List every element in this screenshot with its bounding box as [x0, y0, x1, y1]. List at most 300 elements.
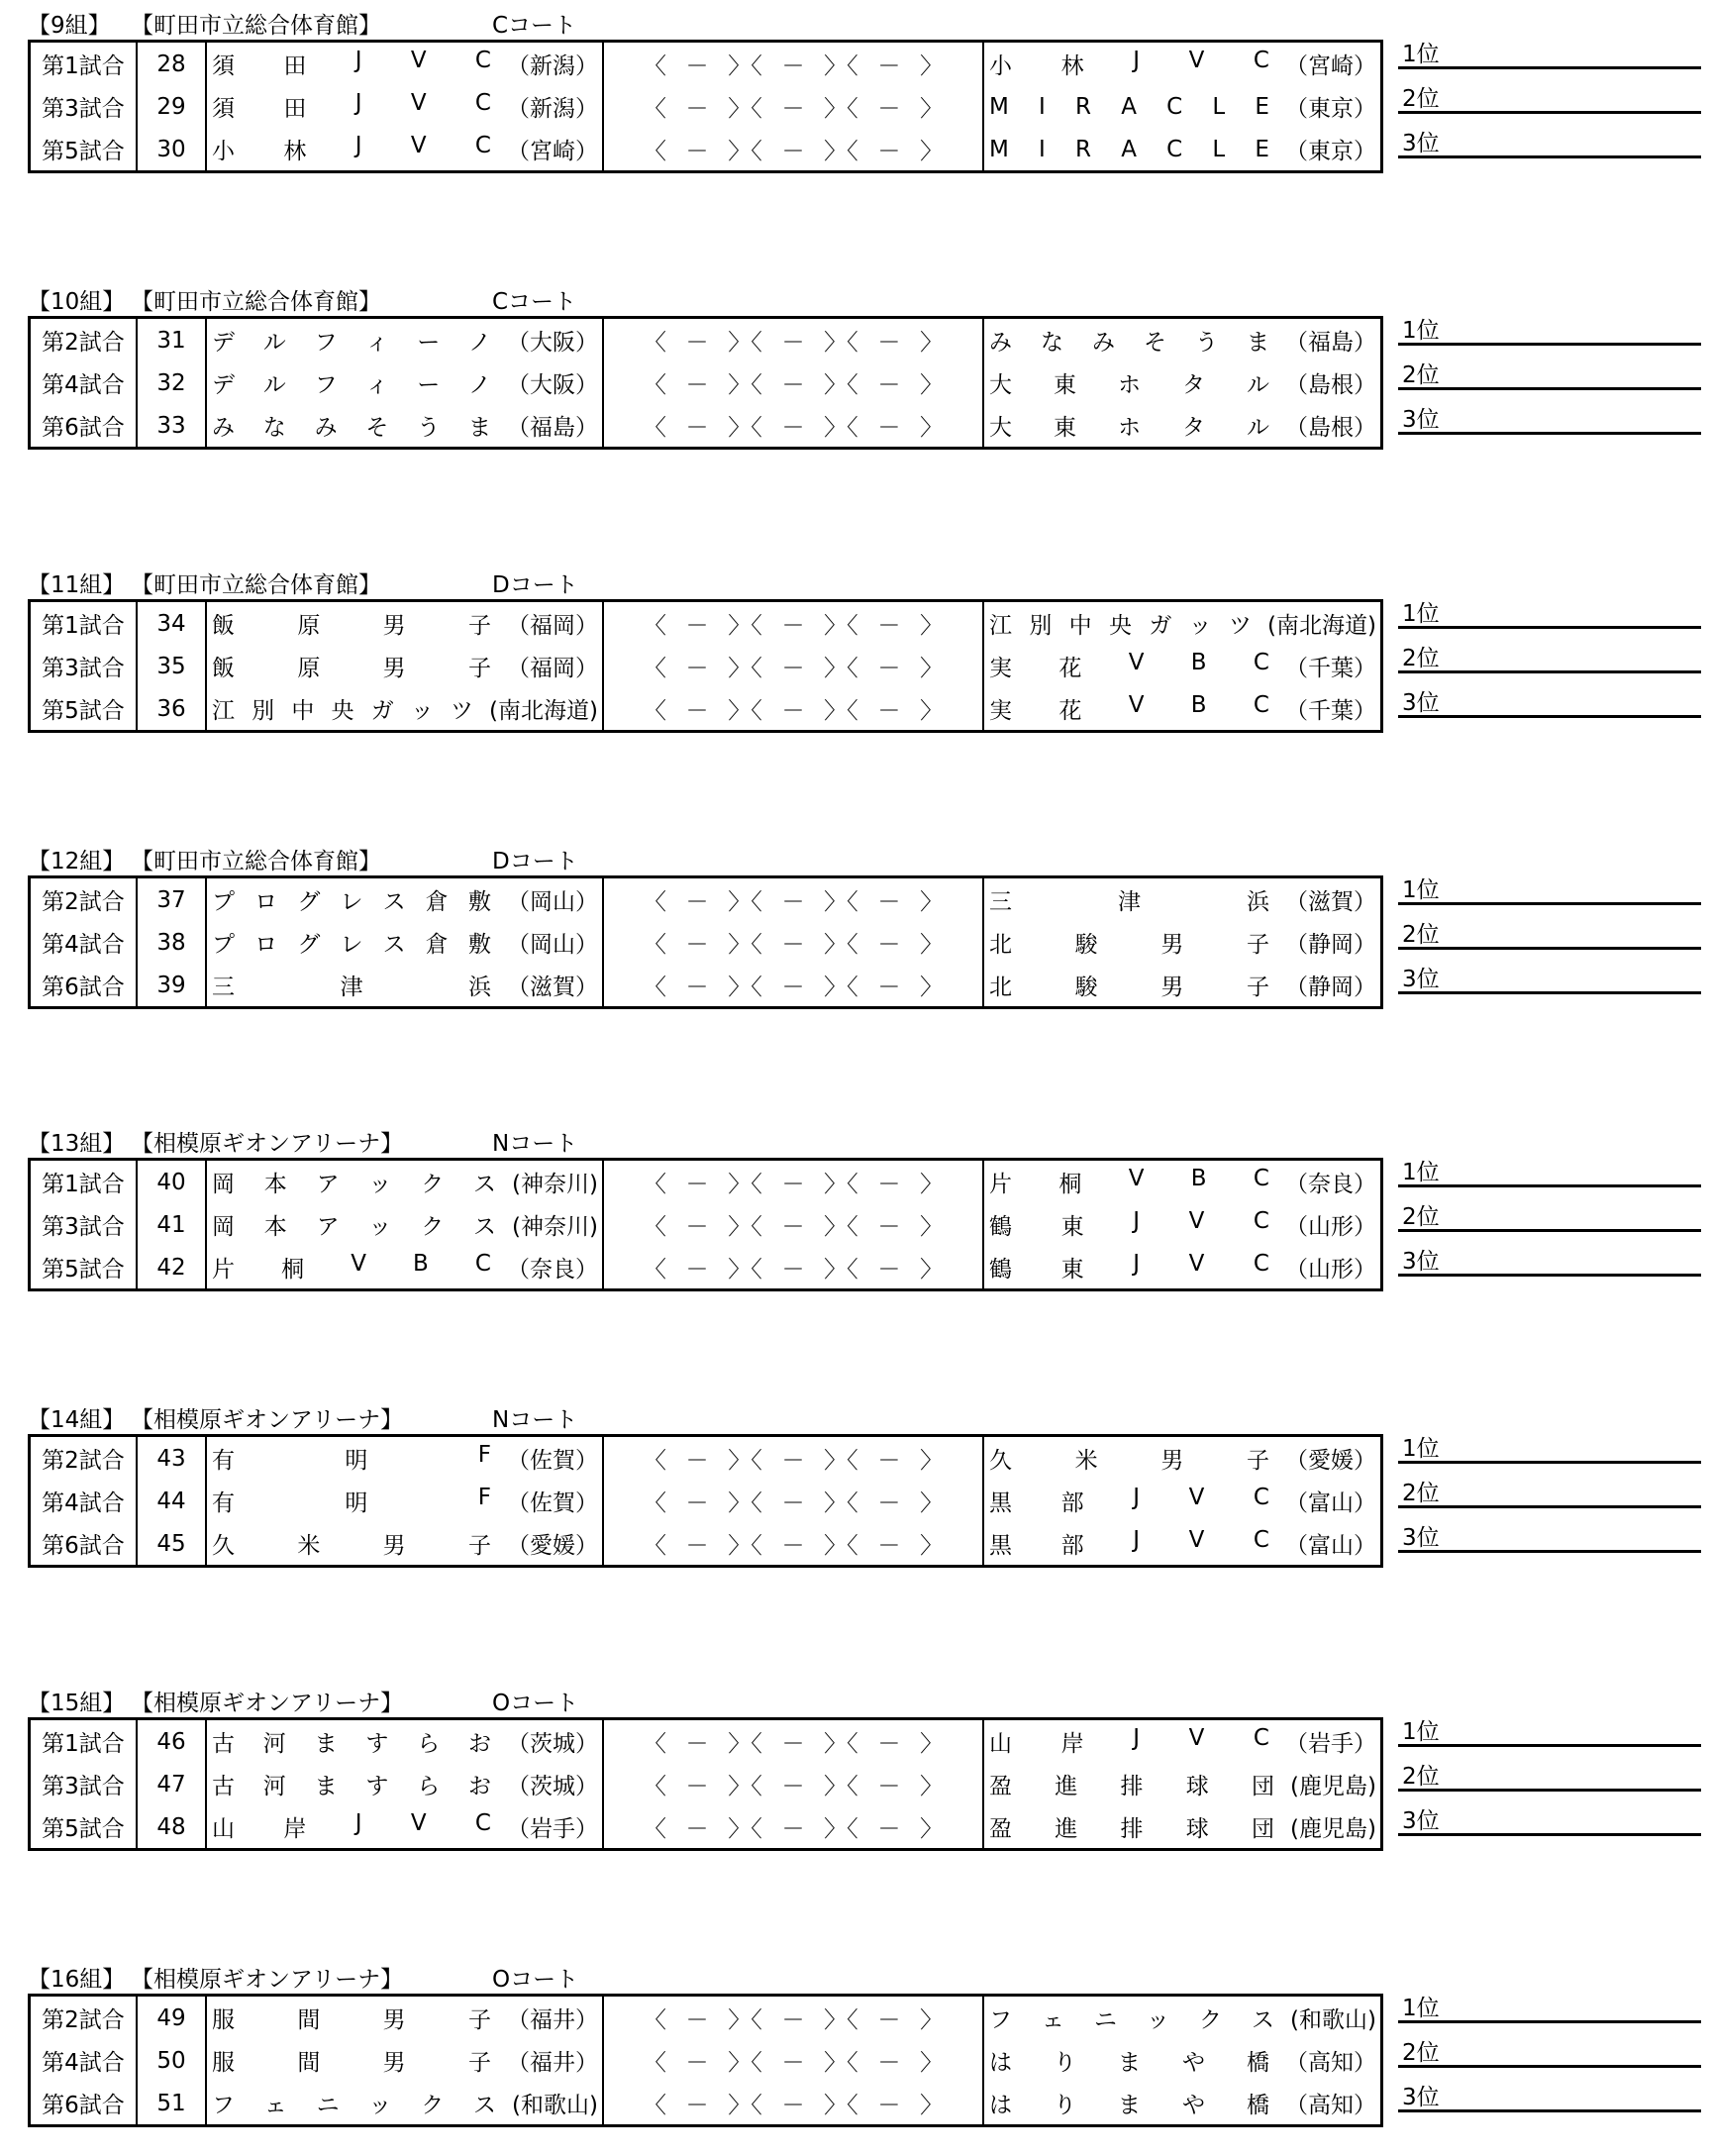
- home-team-prefecture: （愛媛）: [507, 1533, 598, 1559]
- away-team-name: み な み そ う ま: [989, 330, 1269, 356]
- match-label: 第5試合: [30, 687, 138, 732]
- venue-name: 【町田市立総合体育館】: [131, 13, 381, 39]
- match-number: 46: [137, 1719, 206, 1764]
- away-team-prefecture: （静岡）: [1285, 975, 1376, 1000]
- home-team-prefecture: (神奈川): [512, 1214, 598, 1240]
- away-team-name: 黒 部 J V C: [989, 1485, 1269, 1516]
- score-cell: [603, 601, 983, 646]
- away-team-name: 片 桐 V B C: [989, 1166, 1269, 1197]
- away-team-wrap: [984, 2002, 1380, 2034]
- away-team-prefecture: （山形）: [1285, 1214, 1376, 1240]
- away-team-wrap: [984, 133, 1380, 165]
- score-placeholder: 〈 － 〉〈 － 〉〈 － 〉: [643, 372, 944, 398]
- home-team-prefecture: （滋賀）: [507, 975, 598, 1000]
- away-team-prefecture: （島根）: [1285, 415, 1376, 441]
- away-team-name: 鶴 東 J V C: [989, 1208, 1269, 1240]
- away-team-cell: [983, 1203, 1382, 1246]
- court-name: Dコート: [492, 572, 578, 598]
- rank-line[interactable]: 1位: [1398, 1980, 1701, 2023]
- away-team-cell: [983, 1719, 1382, 1764]
- score-placeholder: 〈 － 〉〈 － 〉〈 － 〉: [643, 1490, 944, 1516]
- away-team-name: 北 駿 男 子: [989, 932, 1269, 958]
- away-team-cell: [983, 85, 1382, 128]
- score-cell: [603, 361, 983, 404]
- rank-line[interactable]: 2位: [1398, 70, 1701, 114]
- score-cell: [603, 877, 983, 922]
- group-label: 【13組】: [28, 1131, 126, 1157]
- home-team-name: デ ル フ ィ ー ノ: [212, 372, 491, 398]
- away-team-name: 江 別 中 央 ガ ッ ツ: [989, 613, 1252, 639]
- rank-line[interactable]: 2位: [1398, 347, 1701, 390]
- match-label: 第3試合: [30, 85, 138, 128]
- match-label: 第3試合: [30, 1763, 138, 1805]
- home-team-cell: [206, 318, 603, 362]
- table-row: [30, 1160, 1382, 1204]
- away-team-cell: [983, 1996, 1382, 2040]
- table-row: [30, 2082, 1382, 2126]
- rank-line[interactable]: 1位: [1398, 302, 1701, 346]
- table-row: [30, 1246, 1382, 1290]
- away-team-name: 三 津 浜: [989, 889, 1269, 915]
- home-team-prefecture: （大阪）: [507, 330, 598, 356]
- match-label: 第4試合: [30, 2039, 138, 2082]
- match-label: 第2試合: [30, 1436, 138, 1481]
- score-placeholder: 〈 － 〉〈 － 〉〈 － 〉: [643, 975, 944, 1000]
- home-team-name: 山 岸 J V C: [212, 1810, 491, 1842]
- away-team-wrap: [984, 409, 1380, 442]
- home-team-wrap: [207, 133, 602, 165]
- match-table: [28, 1158, 1383, 1291]
- match-label: 第6試合: [30, 964, 138, 1008]
- home-team-prefecture: （茨城）: [507, 1731, 598, 1757]
- away-team-prefecture: （福島）: [1285, 330, 1376, 356]
- score-cell: [603, 645, 983, 687]
- rank-line[interactable]: 2位: [1398, 1188, 1701, 1232]
- away-team-wrap: [984, 607, 1380, 640]
- home-team-prefecture: （大阪）: [507, 372, 598, 398]
- rank-line[interactable]: 3位: [1398, 1233, 1701, 1277]
- home-team-wrap: [207, 2044, 602, 2077]
- table-row: [30, 1436, 1382, 1481]
- table-row: [30, 85, 1382, 128]
- group-block: [28, 573, 1701, 762]
- group-block: [28, 1692, 1701, 1880]
- match-label: 第5試合: [30, 128, 138, 172]
- match-table: [28, 1717, 1383, 1851]
- away-team-name: は り ま や 橋: [989, 2050, 1269, 2076]
- home-team-cell: [206, 1522, 603, 1567]
- venue-name: 【町田市立総合体育館】: [131, 572, 381, 598]
- away-team-wrap: [984, 2044, 1380, 2077]
- home-team-name: 有 明 F: [212, 1442, 491, 1474]
- match-label: 第1試合: [30, 1160, 138, 1204]
- away-team-name: 実 花 V B C: [989, 692, 1269, 724]
- home-team-wrap: [207, 2087, 602, 2119]
- home-team-wrap: [207, 1251, 602, 1283]
- home-team-name: 片 桐 V B C: [212, 1251, 491, 1283]
- away-team-name: M I R A C L E: [989, 136, 1269, 162]
- home-team-cell: [206, 687, 603, 732]
- home-team-name: 飯 原 男 子: [212, 613, 491, 639]
- home-team-prefecture: （新潟）: [507, 53, 598, 79]
- match-number: 31: [137, 318, 206, 362]
- away-team-prefecture: （千葉）: [1285, 698, 1376, 724]
- home-team-name: フ ェ ニ ッ ク ス: [212, 2093, 496, 2118]
- match-number: 32: [137, 361, 206, 404]
- group-block: [28, 1968, 1701, 2156]
- table-row: [30, 921, 1382, 964]
- away-team-wrap: [984, 1251, 1380, 1283]
- match-number: 35: [137, 645, 206, 687]
- match-number: 42: [137, 1246, 206, 1290]
- venue-name: 【相模原ギオンアリーナ】: [131, 1407, 404, 1433]
- away-team-prefecture: (鹿児島): [1290, 1816, 1376, 1842]
- table-row: [30, 404, 1382, 449]
- home-team-cell: [206, 964, 603, 1008]
- match-label: 第3試合: [30, 1203, 138, 1246]
- group-block: [28, 1408, 1701, 1596]
- away-team-name: 盈 進 排 球 団: [989, 1816, 1274, 1842]
- group-block: [28, 850, 1701, 1038]
- home-team-prefecture: （岡山）: [507, 932, 598, 958]
- away-team-cell: [983, 404, 1382, 449]
- venue-name: 【町田市立総合体育館】: [131, 289, 381, 315]
- away-team-wrap: [984, 969, 1380, 1001]
- away-team-cell: [983, 1805, 1382, 1850]
- rank-line[interactable]: 1位: [1398, 585, 1701, 629]
- away-team-wrap: [984, 1810, 1380, 1843]
- away-team-wrap: [984, 1725, 1380, 1758]
- match-label: 第1試合: [30, 42, 138, 86]
- away-team-prefecture: （富山）: [1285, 1490, 1376, 1516]
- away-team-name: 盈 進 排 球 団: [989, 1774, 1274, 1799]
- score-cell: [603, 2039, 983, 2082]
- score-cell: [603, 128, 983, 172]
- rank-line[interactable]: 2位: [1398, 2024, 1701, 2068]
- away-team-cell: [983, 1246, 1382, 1290]
- away-team-prefecture: （山形）: [1285, 1257, 1376, 1283]
- score-cell: [603, 318, 983, 362]
- rank-line[interactable]: 1位: [1398, 1703, 1701, 1747]
- court-name: Cコート: [492, 13, 577, 39]
- away-team-wrap: [984, 650, 1380, 682]
- match-table: [28, 1434, 1383, 1568]
- home-team-name: 飯 原 男 子: [212, 656, 491, 681]
- away-team-prefecture: （高知）: [1285, 2093, 1376, 2118]
- home-team-name: 有 明 F: [212, 1485, 491, 1516]
- match-number: 51: [137, 2082, 206, 2126]
- away-team-cell: [983, 1160, 1382, 1204]
- group-label: 【14組】: [28, 1407, 126, 1433]
- away-team-prefecture: (和歌山): [1290, 2007, 1376, 2033]
- score-placeholder: 〈 － 〉〈 － 〉〈 － 〉: [643, 1731, 944, 1757]
- score-placeholder: 〈 － 〉〈 － 〉〈 － 〉: [643, 139, 944, 164]
- home-team-cell: [206, 645, 603, 687]
- away-team-prefecture: （富山）: [1285, 1533, 1376, 1559]
- home-team-name: 古 河 ま す ら お: [212, 1774, 491, 1799]
- home-team-cell: [206, 1203, 603, 1246]
- match-label: 第3試合: [30, 645, 138, 687]
- home-team-wrap: [207, 1768, 602, 1800]
- table-row: [30, 361, 1382, 404]
- home-team-prefecture: （奈良）: [507, 1257, 598, 1283]
- score-placeholder: 〈 － 〉〈 － 〉〈 － 〉: [643, 1214, 944, 1240]
- score-cell: [603, 1805, 983, 1850]
- rank-line[interactable]: 3位: [1398, 951, 1701, 994]
- away-team-wrap: [984, 90, 1380, 123]
- home-team-prefecture: （岡山）: [507, 889, 598, 915]
- away-team-wrap: [984, 926, 1380, 959]
- away-team-cell: [983, 318, 1382, 362]
- home-team-cell: [206, 921, 603, 964]
- score-cell: [603, 1996, 983, 2040]
- score-cell: [603, 1436, 983, 1481]
- table-row: [30, 2039, 1382, 2082]
- away-team-cell: [983, 877, 1382, 922]
- home-team-name: 江 別 中 央 ガ ッ ツ: [212, 698, 474, 724]
- away-team-name: 山 岸 J V C: [989, 1725, 1269, 1757]
- home-team-name: 須 田 J V C: [212, 90, 491, 122]
- away-team-cell: [983, 1436, 1382, 1481]
- home-team-prefecture: （佐賀）: [507, 1448, 598, 1474]
- home-team-wrap: [207, 2002, 602, 2034]
- home-team-wrap: [207, 324, 602, 357]
- score-placeholder: 〈 － 〉〈 － 〉〈 － 〉: [643, 330, 944, 356]
- home-team-wrap: [207, 409, 602, 442]
- score-cell: [603, 2082, 983, 2126]
- home-team-cell: [206, 128, 603, 172]
- home-team-cell: [206, 601, 603, 646]
- home-team-prefecture: （福岡）: [507, 656, 598, 681]
- match-number: 45: [137, 1522, 206, 1567]
- table-row: [30, 1522, 1382, 1567]
- away-team-prefecture: （岩手）: [1285, 1731, 1376, 1757]
- table-row: [30, 1203, 1382, 1246]
- score-cell: [603, 687, 983, 732]
- score-placeholder: 〈 － 〉〈 － 〉〈 － 〉: [643, 613, 944, 639]
- table-row: [30, 1480, 1382, 1522]
- away-team-wrap: [984, 1485, 1380, 1517]
- home-team-wrap: [207, 607, 602, 640]
- away-team-name: 大 東 ホ タ ル: [989, 372, 1269, 398]
- home-team-cell: [206, 1480, 603, 1522]
- score-placeholder: 〈 － 〉〈 － 〉〈 － 〉: [643, 2007, 944, 2033]
- away-team-prefecture: （島根）: [1285, 372, 1376, 398]
- table-row: [30, 964, 1382, 1008]
- table-row: [30, 601, 1382, 646]
- home-team-cell: [206, 361, 603, 404]
- match-number: 36: [137, 687, 206, 732]
- home-team-name: 服 間 男 子: [212, 2007, 491, 2033]
- home-team-prefecture: （新潟）: [507, 96, 598, 122]
- match-number: 49: [137, 1996, 206, 2040]
- away-team-prefecture: （静岡）: [1285, 932, 1376, 958]
- match-number: 50: [137, 2039, 206, 2082]
- away-team-cell: [983, 687, 1382, 732]
- match-label: 第2試合: [30, 1996, 138, 2040]
- match-number: 38: [137, 921, 206, 964]
- match-number: 34: [137, 601, 206, 646]
- match-number: 40: [137, 1160, 206, 1204]
- away-team-wrap: [984, 883, 1380, 916]
- score-placeholder: 〈 － 〉〈 － 〉〈 － 〉: [643, 1774, 944, 1799]
- away-team-wrap: [984, 366, 1380, 399]
- home-team-cell: [206, 1763, 603, 1805]
- rank-line[interactable]: 1位: [1398, 1420, 1701, 1464]
- home-team-wrap: [207, 1527, 602, 1560]
- home-team-cell: [206, 1805, 603, 1850]
- match-number: 37: [137, 877, 206, 922]
- home-team-cell: [206, 1996, 603, 2040]
- away-team-cell: [983, 361, 1382, 404]
- table-row: [30, 687, 1382, 732]
- court-name: Oコート: [492, 1967, 579, 1993]
- home-team-name: デ ル フ ィ ー ノ: [212, 330, 491, 356]
- away-team-name: 小 林 J V C: [989, 48, 1269, 79]
- match-table: [28, 599, 1383, 733]
- score-placeholder: 〈 － 〉〈 － 〉〈 － 〉: [643, 96, 944, 122]
- away-team-wrap: [984, 1208, 1380, 1241]
- table-row: [30, 318, 1382, 362]
- score-placeholder: 〈 － 〉〈 － 〉〈 － 〉: [643, 1816, 944, 1842]
- away-team-prefecture: （奈良）: [1285, 1172, 1376, 1197]
- away-team-cell: [983, 2039, 1382, 2082]
- rank-line[interactable]: 3位: [1398, 674, 1701, 718]
- away-team-wrap: [984, 48, 1380, 80]
- away-team-cell: [983, 2082, 1382, 2126]
- home-team-name: 小 林 J V C: [212, 133, 491, 164]
- rank-line[interactable]: 2位: [1398, 1465, 1701, 1508]
- match-number: 47: [137, 1763, 206, 1805]
- home-team-cell: [206, 404, 603, 449]
- court-name: Oコート: [492, 1691, 579, 1716]
- home-team-wrap: [207, 692, 602, 725]
- home-team-name: み な み そ う ま: [212, 415, 491, 441]
- group-label: 【10組】: [28, 289, 126, 315]
- score-placeholder: 〈 － 〉〈 － 〉〈 － 〉: [643, 1448, 944, 1474]
- match-label: 第6試合: [30, 1522, 138, 1567]
- home-team-prefecture: (南北海道): [489, 698, 598, 724]
- away-team-prefecture: （高知）: [1285, 2050, 1376, 2076]
- rank-line[interactable]: 3位: [1398, 1509, 1701, 1553]
- home-team-prefecture: (神奈川): [512, 1172, 598, 1197]
- match-number: 39: [137, 964, 206, 1008]
- home-team-wrap: [207, 926, 602, 959]
- away-team-prefecture: （東京）: [1285, 96, 1376, 122]
- match-number: 29: [137, 85, 206, 128]
- score-placeholder: 〈 － 〉〈 － 〉〈 － 〉: [643, 2093, 944, 2118]
- rank-line[interactable]: 2位: [1398, 630, 1701, 673]
- home-team-wrap: [207, 1166, 602, 1198]
- group-block: [28, 14, 1701, 202]
- match-table: [28, 40, 1383, 173]
- match-number: 41: [137, 1203, 206, 1246]
- score-cell: [603, 1763, 983, 1805]
- score-placeholder: 〈 － 〉〈 － 〉〈 － 〉: [643, 932, 944, 958]
- away-team-wrap: [984, 1768, 1380, 1800]
- home-team-cell: [206, 2082, 603, 2126]
- venue-name: 【相模原ギオンアリーナ】: [131, 1967, 404, 1993]
- home-team-name: 岡 本 ア ッ ク ス: [212, 1172, 496, 1197]
- away-team-cell: [983, 964, 1382, 1008]
- venue-name: 【相模原ギオンアリーナ】: [131, 1691, 404, 1716]
- home-team-name: 須 田 J V C: [212, 48, 491, 79]
- home-team-wrap: [207, 48, 602, 80]
- table-row: [30, 877, 1382, 922]
- score-cell: [603, 964, 983, 1008]
- home-team-wrap: [207, 90, 602, 123]
- score-cell: [603, 921, 983, 964]
- table-row: [30, 1719, 1382, 1764]
- away-team-name: 鶴 東 J V C: [989, 1251, 1269, 1283]
- away-team-wrap: [984, 1442, 1380, 1475]
- rank-line[interactable]: 2位: [1398, 1748, 1701, 1792]
- rank-line[interactable]: 1位: [1398, 26, 1701, 69]
- match-label: 第4試合: [30, 1480, 138, 1522]
- score-cell: [603, 1203, 983, 1246]
- rank-line[interactable]: 1位: [1398, 1144, 1701, 1187]
- home-team-name: 岡 本 ア ッ ク ス: [212, 1214, 496, 1240]
- group-label: 【15組】: [28, 1691, 126, 1716]
- home-team-wrap: [207, 1810, 602, 1843]
- away-team-name: 久 米 男 子: [989, 1448, 1269, 1474]
- away-team-name: は り ま や 橋: [989, 2093, 1269, 2118]
- home-team-wrap: [207, 1442, 602, 1475]
- score-placeholder: 〈 － 〉〈 － 〉〈 － 〉: [643, 698, 944, 724]
- rank-line[interactable]: 3位: [1398, 115, 1701, 158]
- rank-line[interactable]: 2位: [1398, 906, 1701, 950]
- venue-name: 【町田市立総合体育館】: [131, 849, 381, 874]
- home-team-cell: [206, 42, 603, 86]
- match-number: 48: [137, 1805, 206, 1850]
- rank-line[interactable]: 3位: [1398, 2069, 1701, 2112]
- rank-line[interactable]: 3位: [1398, 1793, 1701, 1836]
- group-block: [28, 290, 1701, 478]
- home-team-wrap: [207, 1725, 602, 1758]
- score-cell: [603, 85, 983, 128]
- table-row: [30, 645, 1382, 687]
- group-label: 【11組】: [28, 572, 126, 598]
- group-label: 【12組】: [28, 849, 126, 874]
- home-team-cell: [206, 1719, 603, 1764]
- score-placeholder: 〈 － 〉〈 － 〉〈 － 〉: [643, 415, 944, 441]
- score-cell: [603, 1246, 983, 1290]
- home-team-cell: [206, 877, 603, 922]
- rank-line[interactable]: 3位: [1398, 391, 1701, 435]
- match-label: 第6試合: [30, 404, 138, 449]
- home-team-prefecture: （岩手）: [507, 1816, 598, 1842]
- match-number: 43: [137, 1436, 206, 1481]
- score-placeholder: 〈 － 〉〈 － 〉〈 － 〉: [643, 1172, 944, 1197]
- home-team-prefecture: （福岡）: [507, 613, 598, 639]
- score-cell: [603, 1719, 983, 1764]
- home-team-cell: [206, 2039, 603, 2082]
- home-team-wrap: [207, 366, 602, 399]
- away-team-wrap: [984, 2087, 1380, 2119]
- home-team-name: 古 河 ま す ら お: [212, 1731, 491, 1757]
- table-row: [30, 1805, 1382, 1850]
- match-table: [28, 1994, 1383, 2127]
- court-name: Nコート: [492, 1407, 578, 1433]
- match-label: 第2試合: [30, 877, 138, 922]
- rank-line[interactable]: 1位: [1398, 862, 1701, 905]
- match-label: 第1試合: [30, 1719, 138, 1764]
- table-row: [30, 42, 1382, 86]
- score-placeholder: 〈 － 〉〈 － 〉〈 － 〉: [643, 1257, 944, 1283]
- home-team-wrap: [207, 1485, 602, 1517]
- court-name: Nコート: [492, 1131, 578, 1157]
- home-team-prefecture: （宮崎）: [507, 139, 598, 164]
